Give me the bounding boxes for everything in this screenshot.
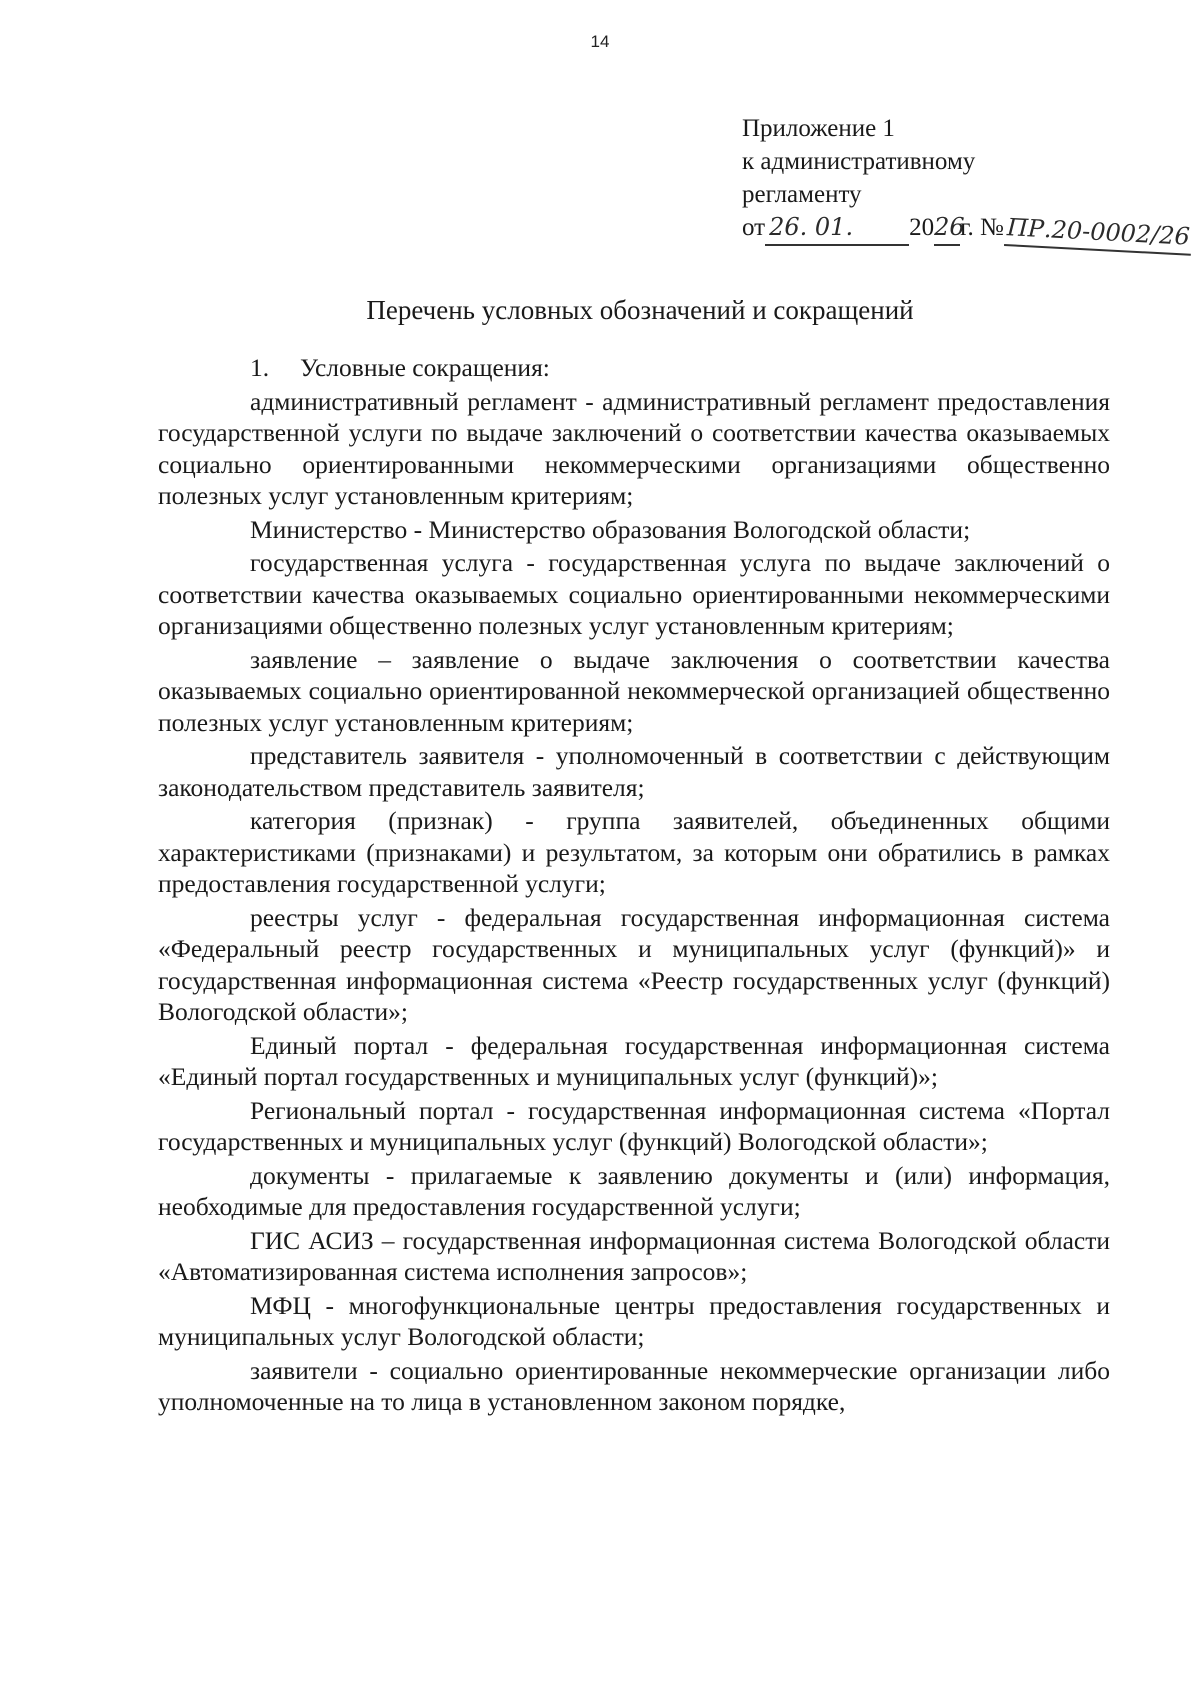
definition-item: государственная услуга - государственная услуга по выдаче заключений о соответствии качества оказываемых социально ориентированными некоммерческими организациями общественно полезных услуг установленным критериям; [158,548,1110,640]
definition-item: категория (признак) - группа заявителей, объединенных общими характеристиками (признаками) и результатом, за которым они обратились в рамках предоставления государственной услуги; [158,806,1110,898]
definition-item: Региональный портал - государственная информационная система «Портал государственных и муниципальных услуг (функций) Вологодской области»; [158,1095,1110,1156]
handwritten-year: 26 [934,211,960,246]
definition-item: документы - прилагаемые к заявлению документы и (или) информация, необходимые для предоставления государственной услуги; [158,1160,1110,1221]
annex-header [742,112,1191,251]
definition-item: реестры услуг - федеральная государственная информационная система «Федеральный реестр государственных и муниципальных услуг (функций)» и государственная информационная система «Реестр государственных услуг (функций) Вологодской области»; [158,902,1110,1026]
definition-item: ГИС АСИЗ – государственная информационная система Вологодской области «Автоматизированная система исполнения запросов»; [158,1225,1110,1286]
definition-item: Министерство - Министерство образования Вологодской области; [250,514,971,544]
annex-reference-line: регламенту [742,181,862,208]
document-body [158,352,1110,1420]
definition-item: административный регламент - административный регламент предоставления государственной услуги по выдаче заключений о соответствии качества оказываемых социально ориентированными некоммерческими организациями общественно полезных услуг установленным критериям; [158,386,1110,510]
section-title: Условные сокращения: [300,353,550,382]
document-title: Перечень условных обозначений и сокращений [366,295,914,325]
page-number: 14 [590,32,610,51]
definition-item: представитель заявителя - уполномоченный в соответствии с действующим законодательством представитель заявителя; [158,741,1110,802]
handwritten-document-number: ПР.20-0002/26 [1004,211,1193,256]
annex-title: Приложение 1 [742,115,895,142]
section-number: 1. [250,353,270,382]
year-prefix: 20 [909,214,935,241]
year-suffix: г. № [960,214,1004,241]
definition-item: заявители - социально ориентированные некоммерческие организации либо уполномоченные на то лица в установленном законом порядке, [158,1355,1110,1416]
definition-item: заявление – заявление о выдаче заключения о соответствии качества оказываемых социально ориентированной некоммерческой организацией общественно полезных услуг установленным критериям; [158,644,1110,737]
definition-item: Единый портал - федеральная государственная информационная система «Единый портал государственных и муниципальных услуг (функций)»; [158,1030,1110,1091]
annex-date-line [742,211,1191,251]
definition-item: МФЦ - многофункциональные центры предоставления государственных и муниципальных услуг Вологодской области; [158,1290,1110,1351]
annex-reference-line: к административному [742,148,976,175]
handwritten-date: 26. 01. [765,211,909,246]
section-heading [250,352,1110,384]
date-prefix: от [742,214,766,241]
